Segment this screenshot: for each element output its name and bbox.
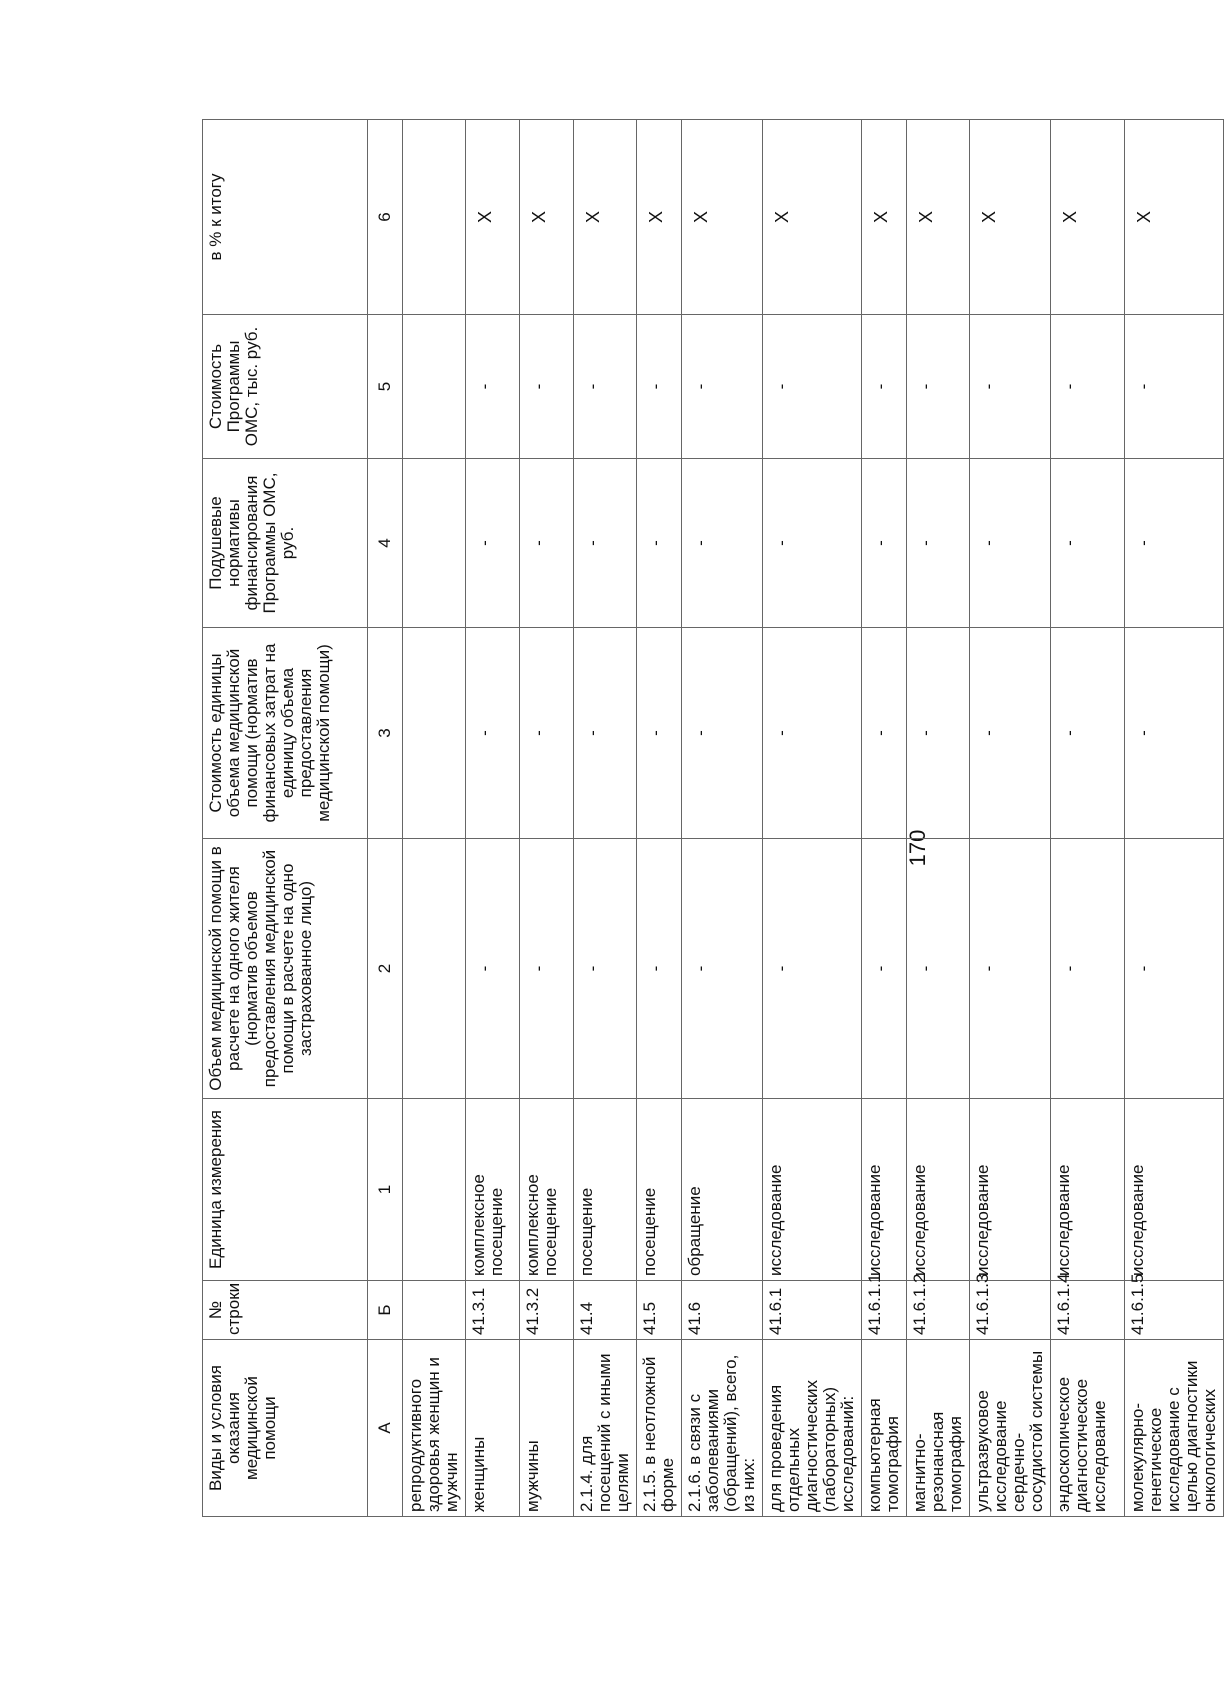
cell-c6: X bbox=[1125, 120, 1224, 315]
column-number: 6 bbox=[368, 120, 403, 315]
table-row bbox=[907, 120, 970, 1517]
cell-c4: - bbox=[574, 459, 637, 628]
cell-name: женщины bbox=[466, 1340, 520, 1517]
cell-c4: - bbox=[907, 459, 970, 628]
cell-c2: - bbox=[466, 839, 520, 1099]
header-cell: Виды и условия оказания медицинской помощи bbox=[203, 1340, 368, 1517]
cell-c3: - bbox=[574, 628, 637, 839]
table-row bbox=[637, 120, 682, 1517]
cell-c6: X bbox=[763, 120, 862, 315]
table-row bbox=[1125, 120, 1224, 1517]
column-number: А bbox=[368, 1340, 403, 1517]
cell-c5: - bbox=[1125, 315, 1224, 459]
cell-c4: - bbox=[682, 459, 763, 628]
cell-name: магнитно-резонансная томография bbox=[907, 1340, 970, 1517]
cell-c5: - bbox=[970, 315, 1051, 459]
cell-unit: посещение bbox=[574, 1099, 637, 1281]
column-number: 5 bbox=[368, 315, 403, 459]
cell-code bbox=[403, 1281, 466, 1340]
cell-c5: - bbox=[907, 315, 970, 459]
cell-c3: - bbox=[1125, 628, 1224, 839]
column-number: 4 bbox=[368, 459, 403, 628]
cell-c3: - bbox=[763, 628, 862, 839]
cell-c4: - bbox=[1051, 459, 1125, 628]
table-row bbox=[682, 120, 763, 1517]
cell-c6: X bbox=[907, 120, 970, 315]
cell-code: 41.6.1.5 bbox=[1125, 1281, 1224, 1340]
cell-c6: X bbox=[637, 120, 682, 315]
cell-c2: - bbox=[520, 839, 574, 1099]
financing-table bbox=[202, 119, 1224, 1517]
cell-c2: - bbox=[970, 839, 1051, 1099]
cell-c5 bbox=[403, 315, 466, 459]
cell-c5: - bbox=[466, 315, 520, 459]
table-row bbox=[970, 120, 1051, 1517]
column-number-row bbox=[368, 120, 403, 1517]
cell-c2: - bbox=[637, 839, 682, 1099]
cell-c3: - bbox=[520, 628, 574, 839]
cell-unit bbox=[403, 1099, 466, 1281]
cell-unit: исследование bbox=[1051, 1099, 1125, 1281]
cell-c3: - bbox=[637, 628, 682, 839]
cell-code: 41.3.1 bbox=[466, 1281, 520, 1340]
cell-name: репродуктивного здоровья женщин и мужчин bbox=[403, 1340, 466, 1517]
cell-c4: - bbox=[637, 459, 682, 628]
cell-c5: - bbox=[637, 315, 682, 459]
cell-c6: X bbox=[1051, 120, 1125, 315]
cell-c2: - bbox=[1125, 839, 1224, 1099]
cell-c4: - bbox=[970, 459, 1051, 628]
cell-c3: - bbox=[970, 628, 1051, 839]
table-row bbox=[466, 120, 520, 1517]
cell-c2 bbox=[403, 839, 466, 1099]
cell-c6: X bbox=[970, 120, 1051, 315]
cell-unit: исследование bbox=[907, 1099, 970, 1281]
header-row bbox=[203, 120, 368, 1517]
cell-name: эндоскопическое диагностическое исследование bbox=[1051, 1340, 1125, 1517]
column-number: Б bbox=[368, 1281, 403, 1340]
cell-name: 2.1.5. в неотложной форме bbox=[637, 1340, 682, 1517]
cell-c6: X bbox=[682, 120, 763, 315]
cell-c6: X bbox=[466, 120, 520, 315]
cell-c6: X bbox=[574, 120, 637, 315]
cell-name: молекулярно-генетическое исследование с целью диагностики онкологических bbox=[1125, 1340, 1224, 1517]
cell-code: 41.4 bbox=[574, 1281, 637, 1340]
header-cell: Стоимость Программы ОМС, тыс. руб. bbox=[203, 315, 368, 459]
cell-code: 41.6.1.2 bbox=[907, 1281, 970, 1340]
cell-c5: - bbox=[682, 315, 763, 459]
cell-unit: исследование bbox=[763, 1099, 862, 1281]
cell-name: 2.1.6. в связи с заболеваниями (обращений), всего, из них: bbox=[682, 1340, 763, 1517]
cell-c6: X bbox=[862, 120, 907, 315]
cell-code: 41.3.2 bbox=[520, 1281, 574, 1340]
cell-c5: - bbox=[520, 315, 574, 459]
cell-c4: - bbox=[763, 459, 862, 628]
cell-c2: - bbox=[682, 839, 763, 1099]
cell-name: компьютерная томография bbox=[862, 1340, 907, 1517]
cell-c6 bbox=[403, 120, 466, 315]
cell-c2: - bbox=[1051, 839, 1125, 1099]
table-row bbox=[520, 120, 574, 1517]
header-cell: Стоимость единицы объема медицинской помощи (норматив финансовых затрат на единицу объема предоставления медицинской помощи) bbox=[203, 628, 368, 839]
rotated-table-container bbox=[202, 120, 1219, 1517]
cell-name: ультразвуковое исследование сердечно-сосудистой системы bbox=[970, 1340, 1051, 1517]
cell-c5: - bbox=[862, 315, 907, 459]
cell-c5: - bbox=[574, 315, 637, 459]
cell-c3: - bbox=[466, 628, 520, 839]
cell-unit: комплексное посещение bbox=[466, 1099, 520, 1281]
header-cell: № строки bbox=[203, 1281, 368, 1340]
cell-c5: - bbox=[1051, 315, 1125, 459]
table-row bbox=[763, 120, 862, 1517]
column-number: 3 bbox=[368, 628, 403, 839]
cell-c4: - bbox=[520, 459, 574, 628]
cell-name: мужчины bbox=[520, 1340, 574, 1517]
cell-name: 2.1.4. для посещений с иными целями bbox=[574, 1340, 637, 1517]
cell-c3: - bbox=[682, 628, 763, 839]
cell-code: 41.6 bbox=[682, 1281, 763, 1340]
cell-unit: исследование bbox=[970, 1099, 1051, 1281]
table-row bbox=[403, 120, 466, 1517]
cell-unit: посещение bbox=[637, 1099, 682, 1281]
cell-code: 41.6.1 bbox=[763, 1281, 862, 1340]
cell-c2: - bbox=[574, 839, 637, 1099]
cell-unit: исследование bbox=[1125, 1099, 1224, 1281]
cell-unit: обращение bbox=[682, 1099, 763, 1281]
table-row bbox=[1051, 120, 1125, 1517]
cell-code: 41.6.1.3 bbox=[970, 1281, 1051, 1340]
cell-c3: - bbox=[862, 628, 907, 839]
cell-c2: - bbox=[862, 839, 907, 1099]
cell-c4: - bbox=[862, 459, 907, 628]
cell-c3: - bbox=[907, 628, 970, 839]
cell-name: для проведения отдельных диагностических (лабораторных) исследований: bbox=[763, 1340, 862, 1517]
cell-c3 bbox=[403, 628, 466, 839]
cell-code: 41.6.1.4 bbox=[1051, 1281, 1125, 1340]
cell-c3: - bbox=[1051, 628, 1125, 839]
header-cell: Подушевые нормативы финансирования Программы ОМС, руб. bbox=[203, 459, 368, 628]
cell-code: 41.6.1.1 bbox=[862, 1281, 907, 1340]
table-row bbox=[574, 120, 637, 1517]
cell-c4: - bbox=[1125, 459, 1224, 628]
cell-c4: - bbox=[466, 459, 520, 628]
column-number: 2 bbox=[368, 839, 403, 1099]
cell-unit: комплексное посещение bbox=[520, 1099, 574, 1281]
cell-c5: - bbox=[763, 315, 862, 459]
cell-c6: X bbox=[520, 120, 574, 315]
cell-code: 41.5 bbox=[637, 1281, 682, 1340]
cell-c4 bbox=[403, 459, 466, 628]
cell-unit: исследование bbox=[862, 1099, 907, 1281]
cell-c2: - bbox=[907, 839, 970, 1099]
header-cell: Единица измерения bbox=[203, 1099, 368, 1281]
column-number: 1 bbox=[368, 1099, 403, 1281]
cell-c2: - bbox=[763, 839, 862, 1099]
header-cell: Объем медицинской помощи в расчете на одного жителя (норматив объемов предоставления медицинской помощи в расчете на одно застрахованное лицо) bbox=[203, 839, 368, 1099]
header-cell: в % к итогу bbox=[203, 120, 368, 315]
table-row bbox=[862, 120, 907, 1517]
